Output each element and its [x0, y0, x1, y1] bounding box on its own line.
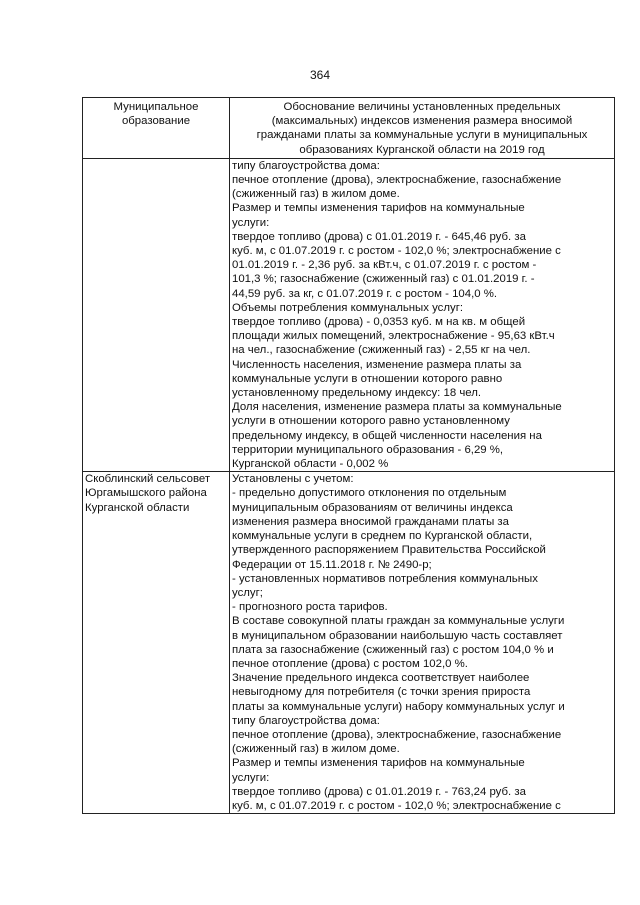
- text-line: Доля населения, изменение размера платы за коммунальные: [232, 401, 562, 414]
- table-row: [83, 472, 615, 814]
- text-line: утвержденного распоряжением Правительства Российской: [232, 544, 546, 557]
- text-line: коммунальные услуги в среднем по Курганской области,: [232, 530, 533, 543]
- text-line: (максимальных) индексов изменения размера вносимой: [271, 115, 573, 128]
- tariff-justification-table: [82, 97, 615, 814]
- text-line: Численность населения, изменение размера платы за: [232, 358, 522, 371]
- text-line: 01.01.2019 г. - 2,36 руб. за кВт.ч, с 01.07.2019 г. с ростом -: [232, 259, 537, 272]
- text-line: - установленных нормативов потребления коммунальных: [232, 572, 538, 585]
- municipality-cell: [83, 472, 230, 814]
- text-line: твердое топливо (дрова) с 01.01.2019 г. - 645,46 руб. за: [232, 230, 526, 243]
- text-line: печное отопление (дрова) с ростом 102,0 %.: [232, 657, 468, 670]
- justification-cell: [230, 472, 615, 814]
- text-line: твердое топливо (дрова) с 01.01.2019 г. - 763,24 руб. за: [232, 785, 526, 798]
- text-line: Курганской области - 0,002 %: [232, 458, 389, 471]
- text-line: услуги в отношении которого равно установленному: [232, 415, 510, 428]
- page-number: 364: [309, 68, 331, 82]
- text-line: предельному индексу, в общей численности населения на: [232, 429, 542, 442]
- municipality-cell: [83, 158, 230, 471]
- text-line: Юргамышского района: [85, 487, 207, 500]
- text-line: - прогнозного роста тарифов.: [232, 601, 388, 614]
- text-line: Скоблинский сельсовет: [85, 473, 211, 486]
- text-line: территории муниципального образования - 6,29 %,: [232, 443, 504, 456]
- text-line: услуги:: [232, 216, 270, 229]
- header-municipality: [83, 98, 230, 159]
- text-line: платы за коммунальные услуги) набору коммунальных услуг и: [232, 700, 565, 713]
- text-line: типу благоустройства дома:: [232, 714, 380, 727]
- justification-cell: [230, 158, 615, 471]
- text-line: 44,59 руб. за кг, с 01.07.2019 г. с ростом - 104,0 %.: [232, 287, 498, 300]
- text-line: услуг;: [232, 586, 263, 599]
- text-line: куб. м, с 01.07.2019 г. с ростом - 102,0 %; электроснабжение с: [232, 245, 561, 258]
- text-line: Размер и темпы изменения тарифов на коммунальные: [232, 757, 525, 770]
- text-line: на чел., газоснабжение (сжиженный газ) - 2,55 кг на чел.: [232, 344, 531, 357]
- text-line: Муниципальное: [113, 101, 199, 113]
- text-line: (сжиженный газ) в жилом доме.: [232, 743, 400, 756]
- text-line: твердое топливо (дрова) - 0,0353 куб. м на кв. м общей: [232, 316, 526, 329]
- text-line: Размер и темпы изменения тарифов на коммунальные: [232, 202, 525, 215]
- text-line: образованиях Курганской области на 2019 год: [299, 143, 545, 156]
- text-line: В составе совокупной платы граждан за коммунальные услуги: [232, 615, 565, 628]
- text-line: (сжиженный газ) в жилом доме.: [232, 188, 400, 201]
- text-line: печное отопление (дрова), электроснабжение, газоснабжение: [232, 174, 562, 187]
- text-line: Значение предельного индекса соответствует наиболее: [232, 672, 530, 685]
- text-line: типу благоустройства дома:: [232, 159, 380, 172]
- text-line: Федерации от 15.11.2018 г. № 2490-р;: [232, 558, 432, 571]
- text-line: коммунальные услуги в отношении которого равно: [232, 372, 503, 385]
- text-line: изменения размера вносимой гражданами платы за: [232, 515, 509, 528]
- text-line: гражданами платы за коммунальные услуги в муниципальных: [256, 129, 588, 142]
- text-line: куб. м, с 01.07.2019 г. с ростом - 102,0 %; электроснабжение с: [232, 799, 561, 812]
- text-line: плата за газоснабжение (сжиженный газ) с ростом 104,0 % и: [232, 643, 554, 656]
- table-row: [83, 158, 615, 471]
- text-line: невыгодному для потребителя (с точки зрения прироста: [232, 686, 531, 699]
- header-justification: [230, 98, 615, 159]
- text-line: муниципальным образованиям от величины индекса: [232, 501, 513, 514]
- text-line: площади жилых помещений, электроснабжение - 95,63 кВт.ч: [232, 330, 555, 343]
- text-line: Установлены с учетом:: [232, 473, 354, 486]
- table-header-row: [83, 98, 615, 159]
- text-line: - предельно допустимого отклонения по отдельным: [232, 487, 507, 500]
- text-line: Обоснование величины установленных предельных: [283, 101, 561, 113]
- text-line: в муниципальном образовании наибольшую часть составляет: [232, 629, 563, 642]
- text-line: Объемы потребления коммунальных услуг:: [232, 301, 464, 314]
- text-line: образование: [121, 115, 191, 128]
- text-line: Курганской области: [85, 501, 190, 514]
- text-line: 101,3 %; газоснабжение (сжиженный газ) с 01.01.2019 г. -: [232, 273, 535, 286]
- text-line: печное отопление (дрова), электроснабжение, газоснабжение: [232, 728, 562, 741]
- text-line: услуги:: [232, 771, 270, 784]
- text-line: установленному предельному индексу: 18 чел.: [232, 387, 482, 400]
